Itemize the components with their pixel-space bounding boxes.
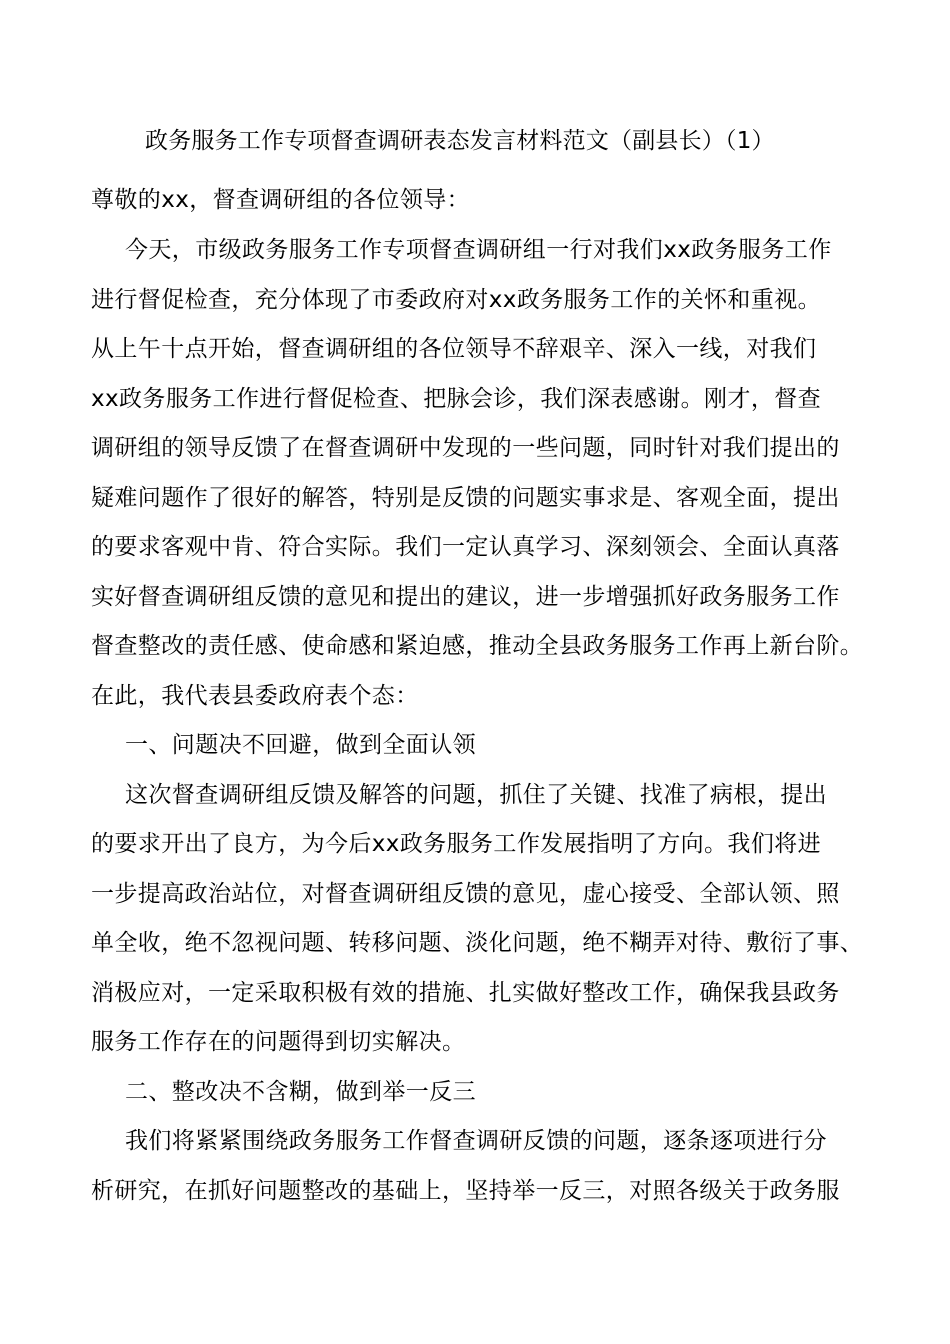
- paragraph-line: 疑难问题作了很好的解答，特别是反馈的问题实事求是、客观全面，提出: [91, 485, 840, 511]
- paragraph-line: 一步提高政治站位，对督查调研组反馈的意见，虚心接受、全部认领、照: [91, 881, 840, 907]
- section-heading-1: 一、问题决不回避，做到全面认领: [125, 732, 476, 758]
- paragraph-line: 我们将紧紧围绕政务服务工作督查调研反馈的问题，逐条逐项进行分: [125, 1128, 827, 1154]
- paragraph-line: 这次督查调研组反馈及解答的问题，抓住了关键、找准了病根，提出: [125, 782, 827, 808]
- paragraph-line: 的要求开出了良方，为今后xx政务服务工作发展指明了方向。我们将进: [91, 831, 822, 857]
- paragraph-line: 今天，市级政务服务工作专项督查调研组一行对我们xx政务服务工作: [125, 237, 832, 263]
- paragraph-line: 从上午十点开始，督查调研组的各位领导不辞艰辛、深入一线，对我们: [91, 336, 817, 362]
- paragraph-line: 调研组的领导反馈了在督查调研中发现的一些问题，同时针对我们提出的: [91, 435, 840, 461]
- paragraph-line: 单全收，绝不忽视问题、转移问题、淡化问题，绝不糊弄对待、敷衍了事、: [91, 930, 864, 956]
- salutation-line: 尊敬的xx，督查调研组的各位领导：: [91, 187, 471, 213]
- paragraph-line: xx政务服务工作进行督促检查、把脉会诊，我们深表感谢。刚才，督查: [91, 386, 822, 412]
- paragraph-line: 析研究，在抓好问题整改的基础上，坚持举一反三，对照各级关于政务服: [91, 1178, 840, 1204]
- paragraph-line: 服务工作存在的问题得到切实解决。: [91, 1029, 466, 1055]
- paragraph-line: 消极应对，一定采取积极有效的措施、扎实做好整改工作，确保我县政务: [91, 980, 840, 1006]
- section-heading-2: 二、整改决不含糊，做到举一反三: [125, 1079, 476, 1105]
- document-title: 政务服务工作专项督查调研表态发言材料范文（副县长）（1）: [145, 128, 775, 154]
- paragraph-line: 督查整改的责任感、使命感和紧迫感，推动全县政务服务工作再上新台阶。: [91, 633, 864, 659]
- paragraph-line: 进行督促检查，充分体现了市委政府对xx政务服务工作的关怀和重视。: [91, 287, 822, 313]
- paragraph-line: 的要求客观中肯、符合实际。我们一定认真学习、深刻领会、全面认真落: [91, 534, 840, 560]
- paragraph-line: 实好督查调研组反馈的意见和提出的建议，进一步增强抓好政务服务工作: [91, 584, 840, 610]
- paragraph-line: 在此，我代表县委政府表个态：: [91, 683, 419, 709]
